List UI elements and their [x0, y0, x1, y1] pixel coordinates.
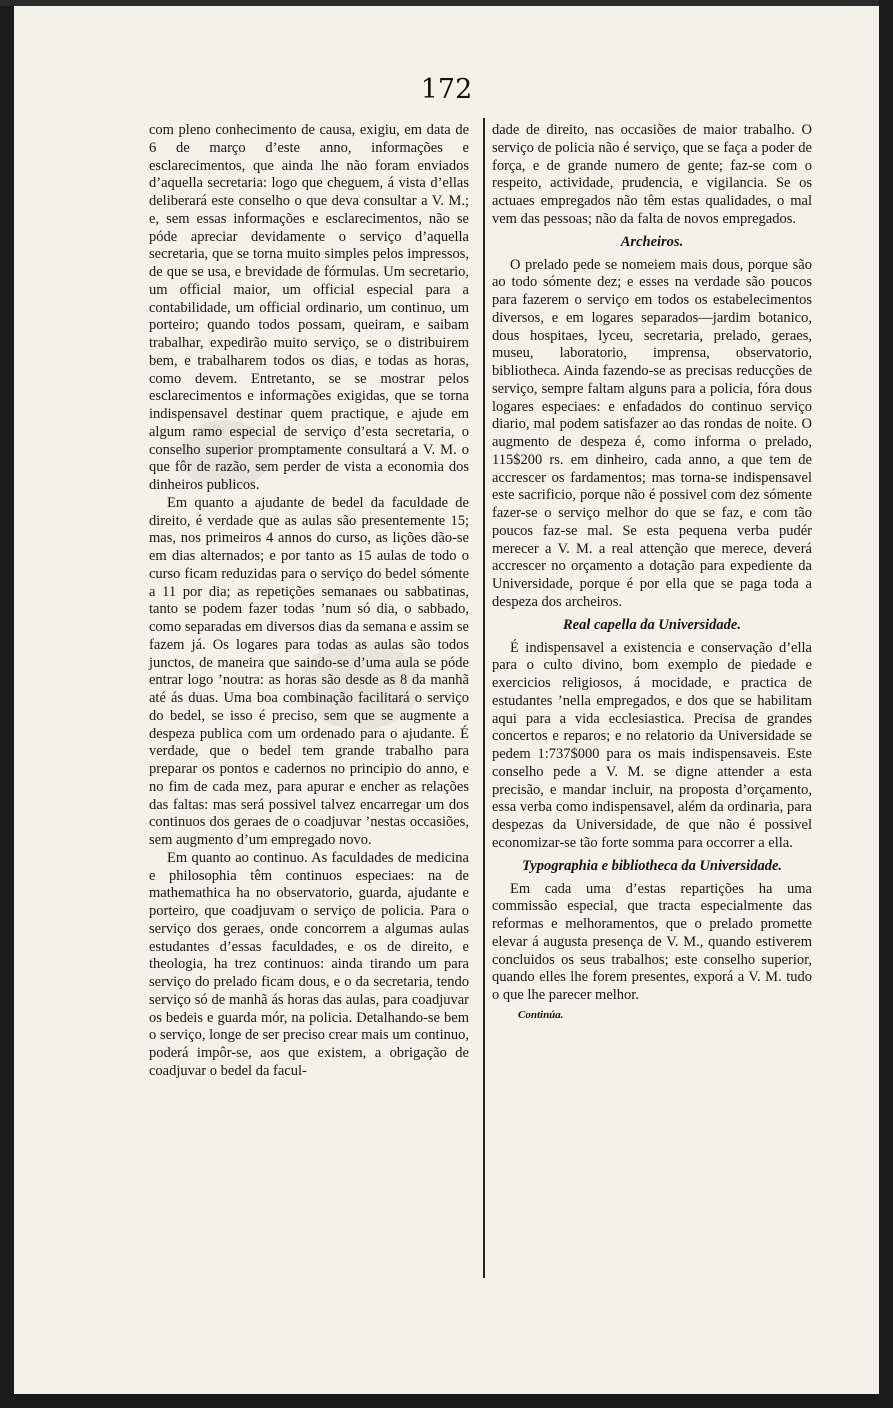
paragraph: Em quanto ao continuo. As faculdades de medicina e philosophia têm continuos especiaes: na de mathemathica ha no observatorio, guarda, ajudante e porteiro, que coadjuvam o serviço de policia. Para o serviço dos geraes, onde concorrem a algumas aulas estudantes d’essas faculdades, e os de direito, e theologia, ha trez continuos: ainda tirando um para serviço do prelado ficam dous, e o da secretaria, tendo serviço só de manhã ás horas das aulas, para coadjuvar os bedeis e guarda mór, na policia. Detalhando-se bem o serviço, longe de ser preciso crear mais um continuo, poderá impôr-se, aos que existem, a obrigação de coadjuvar o bedel da facul-	[149, 849, 469, 1079]
right-column	[492, 122, 812, 1025]
paragraph: Em cada uma d’estas repartições ha uma commissão especial, que tracta especialmente das reformas e melhoramentos, que o prelado promette elevar á augusta presença de V. M., quando estiverem concluidos os seus trabalhos; este conselho superior, quando elles lhe forem presentes, exporá a V. M. tudo o que lhe parecer melhor.	[492, 880, 812, 1003]
section-heading-archeiros: Archeiros.	[620, 233, 684, 250]
paragraph: Em quanto a ajudante de bedel da faculdade de direito, é verdade que as aulas são presentemente 15; mas, nos primeiros 4 annos do curso, as lições dão-se em dias alternados; e por tanto as 15 aulas de todo o curso ficam reduzidas para o serviço do bedel sómente a 11 por dia; as repetições semanaes ou sabbatinas, tanto se podem fazer todas ’num só dia, o sabbado, como separadas em diversos dias da semana e assim se fazem já. Os logares para todas as aulas são todos junctos, de maneira que saindo-se d’uma aula se póde entrar logo ’noutra: as horas são desde as 8 da manhã até ás duas. Uma boa combinação facilitará o serviço do bedel, se isso é preciso, sem que se augmente a despeza publica com um ordenado para o ajudante. É verdade, que o bedel tem grande trabalho para preparar os pontos e cadernos no principio do anno, e no fim de cada mez, para apurar e encher as relações das faltas: mas será possivel talvez encarregar um dos continuos dos geraes de o coadjuvar ’nestas occasiões, sem augmento d’um empregado novo.	[149, 494, 469, 848]
paragraph: com pleno conhecimento de causa, exigiu, em data de 6 de março d’este anno, informações e esclarecimentos, que ainda lhe não foram enviados d’aquella secretaria: logo que cheguem, á vista d’ellas deliberará este conselho o que deva consultar a V. M.; e, sem essas informações e esclarecimentos, não se póde apreciar devidamente o serviço d’aquella secretaria, que se torna muito simples pelos impressos, de que se usa, e brevidade de fórmulas. Um secretario, um official maior, um official especial para a contabilidade, um official ordinario, um continuo, um porteiro; quando todos possam, queiram, e saibam trabalhar, expedirão muito serviço, se o distribuirem bem, e trabalharem todos os dias, e todas as horas, como devem. Entretanto, se se mostrar pelos esclarecimentos e informações exigidas, que se torna indispensavel destinar quem practique, e ajude em algum ramo especial de serviço d’esta secretaria, o conselho superior promptamente consultará a V. M. o que fôr de razão, sem perder de vista a economia dos dinheiros publicos.	[149, 122, 469, 493]
continued-note: Continúa.	[518, 1008, 564, 1021]
page-number: 172	[420, 74, 473, 105]
section-heading-capella: Real capella da Universidade.	[562, 616, 741, 633]
paragraph: O prelado pede se nomeiem mais dous, porque são ao todo sómente dez; e esses na verdade são poucos para fazerem o serviço em todos os estabelecimentos diversos, e em logares separados—jardim botanico, dous hospitaes, lyceu, secretaria, prelado, geraes, museu, laboratorio, imprensa, observatorio, bibliotheca. Ainda fazendo-se as precisas reducções de serviço, sempre faltam alguns para a policia, fóra dous logares especiaes: e enfadados do continuo serviço diario, mal podem satisfazer ao das rondas de noite. O augmento de despeza é, como informa o prelado, 115$200 rs. em dinheiro, cada anno, a que tem de accrescer os fardamentos; mas torna-se indispensavel este sacrificio, porque não é possivel com dez sómente fazer-se o serviço melhor do que se faz, e com tão poucos faz-se mal. Se esta pequena verba pudér merecer a V. M. a real attenção que merece, deverá accrescer no orçamento a dotação para expediente da Universidade, porque é por ella que se paga toda a despeza dos archeiros.	[492, 256, 812, 610]
left-column	[149, 122, 469, 1081]
scan-edge-bottom	[0, 1394, 893, 1408]
paragraph: É indispensavel a existencia e conservação d’ella para o culto divino, bom exemplo de piedade e exercicios religiosos, á mocidade, e practica de estudantes ’nella empregados, e dos que se habilitam aqui para a vida ecclesiastica. Precisa de grandes concertos e reparos; e no relatorio da Universidade se pedem 1:737$000 para os mais indispensaveis. Este conselho pede a V. M. se digne attender a esta precisão, e mandar incluir, na proposta d’orçamento, essa verba como indispensavel, além da ordinaria, para despezas da Universidade, de que não é possivel economizar-se tão forte somma para occorrer a ella.	[492, 639, 812, 851]
scan-edge-top	[0, 0, 893, 6]
column-divider	[483, 118, 485, 1278]
section-heading-typographia: Typographia e bibliotheca da Universidade.	[521, 857, 783, 874]
paragraph: dade de direito, nas occasiões de maior trabalho. O serviço de policia não é serviço, que se faça a poder de força, e de grande numero de gente; faz-se com o respeito, actividade, prudencia, e vigilancia. Se os actuaes empregados não têm estas qualidades, o mal vem das pessoas; não da falta de novos empregados.	[492, 122, 812, 227]
